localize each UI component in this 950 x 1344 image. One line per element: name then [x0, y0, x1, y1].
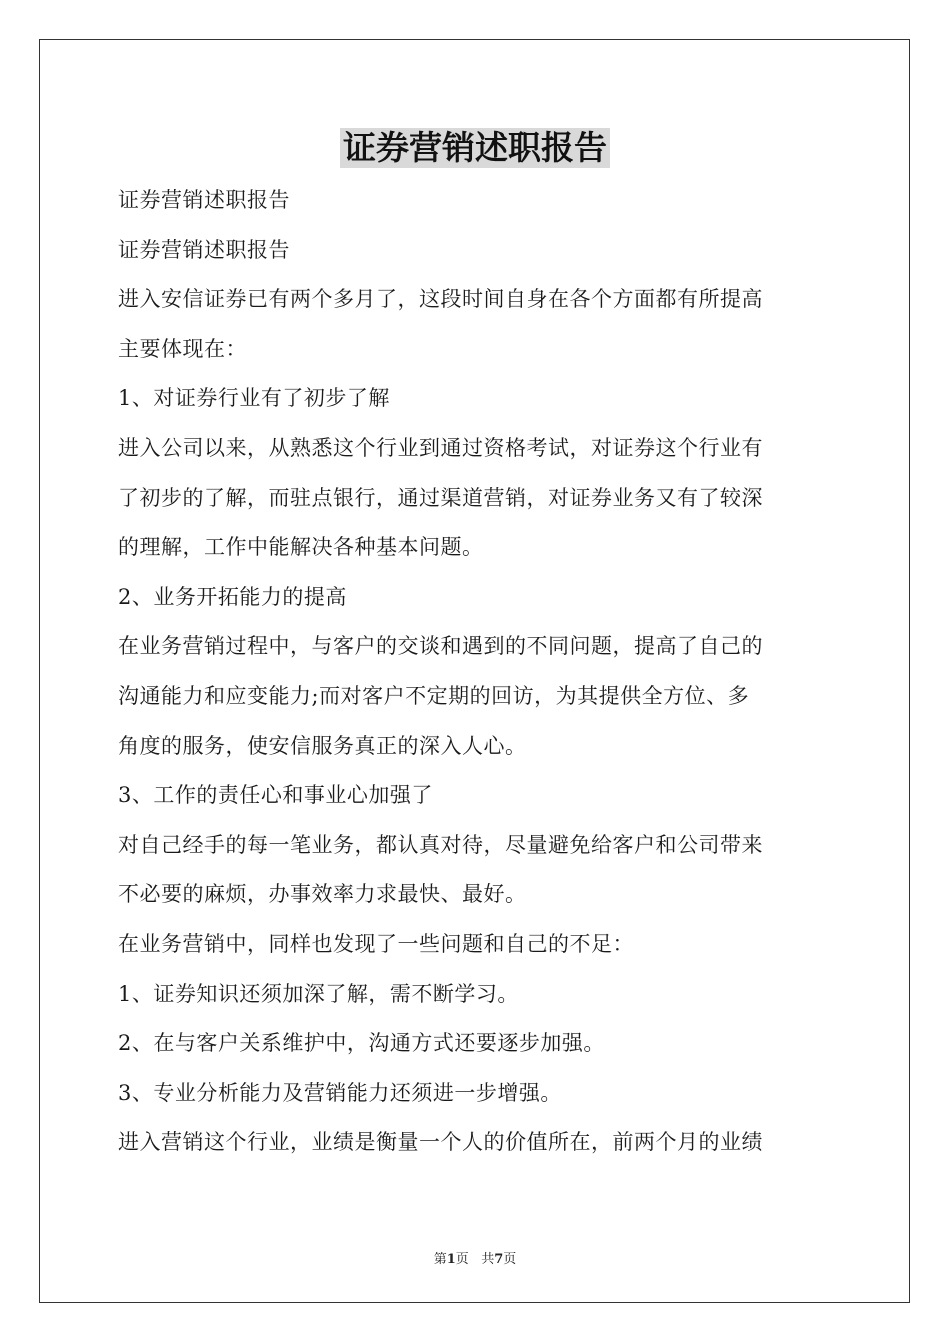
list-item-2: 2、在与客户关系维护中，沟通方式还要逐步加强。 — [118, 1031, 605, 1056]
body-line-7: 了初步的了解，而驻点银行，通过渠道营销，对证券业务又有了较深 — [118, 485, 763, 510]
body-line-15: 不必要的麻烦，办事效率力求最快、最好。 — [118, 882, 527, 907]
body-line-16: 在业务营销中，同样也发现了一些问题和自己的不足： — [118, 931, 634, 956]
footer-total-pages: 7 — [494, 1252, 504, 1267]
body-line-12: 角度的服务，使安信服务真正的深入人心。 — [118, 733, 527, 758]
document-body — [118, 176, 838, 1168]
document-title: 证券营销述职报告 — [340, 128, 610, 168]
body-line-14: 对自己经手的每一笔业务，都认真对待，尽量避免给客户和公司带来 — [118, 832, 763, 857]
footer-total-suffix: 页 — [503, 1252, 517, 1267]
body-line-8: 的理解，工作中能解决各种基本问题。 — [118, 535, 484, 560]
section-heading-3: 3、工作的责任心和事业心加强了 — [118, 783, 433, 808]
footer-prefix: 第 — [433, 1252, 447, 1267]
body-line-3: 进入安信证券已有两个多月了，这段时间自身在各个方面都有所提高 — [118, 287, 763, 312]
page-footer — [0, 1248, 950, 1267]
section-heading-2: 2、业务开拓能力的提高 — [118, 584, 347, 609]
body-line-11: 沟通能力和应变能力;而对客户不定期的回访，为其提供全方位、多 — [118, 683, 750, 708]
footer-page-number: 1 — [446, 1252, 456, 1267]
body-line-10: 在业务营销过程中，与客户的交谈和遇到的不同问题，提高了自己的 — [118, 634, 763, 659]
title-container — [0, 128, 950, 168]
body-line-1: 证券营销述职报告 — [118, 188, 290, 212]
body-line-6: 进入公司以来，从熟悉这个行业到通过资格考试，对证券这个行业有 — [118, 435, 763, 460]
body-line-20: 进入营销这个行业，业绩是衡量一个人的价值所在，前两个月的业绩 — [118, 1130, 763, 1155]
footer-page-suffix: 页 — [455, 1252, 469, 1267]
list-item-1: 1、证券知识还须加深了解，需不断学习。 — [118, 981, 519, 1006]
body-line-2: 证券营销述职报告 — [118, 237, 290, 262]
list-item-3: 3、专业分析能力及营销能力还须进一步增强。 — [118, 1080, 562, 1105]
body-line-4: 主要体现在： — [118, 336, 247, 361]
section-heading-1: 1、对证券行业有了初步了解 — [118, 386, 390, 411]
footer-total-prefix: 共 — [481, 1252, 495, 1267]
